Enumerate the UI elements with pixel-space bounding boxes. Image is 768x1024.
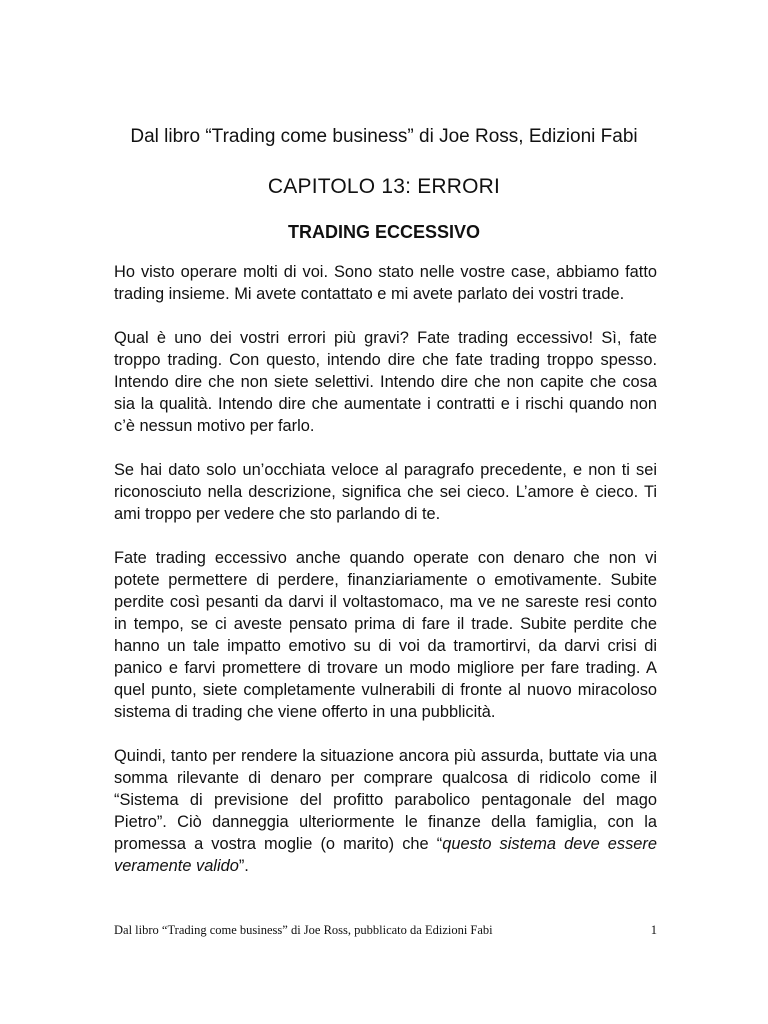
footer-text: Dal libro “Trading come business” di Joe Ross, pubblicato da Edizioni Fabi — [114, 923, 493, 937]
paragraph-5 — [114, 745, 657, 877]
body-text — [114, 261, 657, 899]
paragraph-5-end: ”. — [238, 857, 249, 875]
source-header: Dal libro “Trading come business” di Joe Ross, Edizioni Fabi — [130, 126, 638, 147]
section-title: TRADING ECCESSIVO — [287, 222, 481, 242]
paragraph-1: Ho visto operare molti di voi. Sono stato nelle vostre case, abbiamo fatto trading insieme. Mi avete contattato e mi avete parlato dei vostri trade. — [114, 263, 657, 303]
page-number: 1 — [650, 923, 657, 937]
paragraph-4: Fate trading eccessivo anche quando operate con denaro che non vi potete permettere di perdere, finanziariamente o emotivamente. Subite perdite così pesanti da darvi il voltastomaco, ma ve ne sareste resi conto in tempo, se ci aveste pensato prima di fare il trade. Subite perdite che hanno un tale impatto emotivo su di voi da tramortirvi, da darvi crisi di panico e farvi promettere di trovare un modo migliore per fare trading. A quel punto, siete completamente vulnerabili di fronte al nuovo miracoloso sistema di trading che viene offerto in una pubblicità. — [114, 549, 657, 721]
paragraph-5-italic: questo sistema deve essere veramente valido — [114, 835, 657, 875]
paragraph-5-text: Quindi, tanto per rendere la situazione ancora più assurda, buttate via una somma rilevante di denaro per comprare qualcosa di ridicolo come il “Sistema di previsione del profitto parabolico pentagonale del mago Pietro”. Ciò danneggia ulteriormente le finanze della famiglia, con la promessa a vostra moglie (o marito) che “ — [114, 747, 657, 853]
chapter-title: CAPITOLO 13: ERRORI — [267, 175, 501, 198]
paragraph-3: Se hai dato solo un’occhiata veloce al paragrafo precedente, e non ti sei riconosciuto nella descrizione, significa che sei cieco. L’amore è cieco. Ti ami troppo per vedere che sto parlando di te. — [114, 461, 657, 523]
paragraph-2: Qual è uno dei vostri errori più gravi? Fate trading eccessivo! Sì, fate troppo trading. Con questo, intendo dire che fate trading troppo spesso. Intendo dire che non siete selettivi. Intendo dire che non capite che cosa sia la qualità. Intendo dire che aumentate i contratti e i rischi quando non c’è nessun motivo per farlo. — [114, 329, 657, 435]
